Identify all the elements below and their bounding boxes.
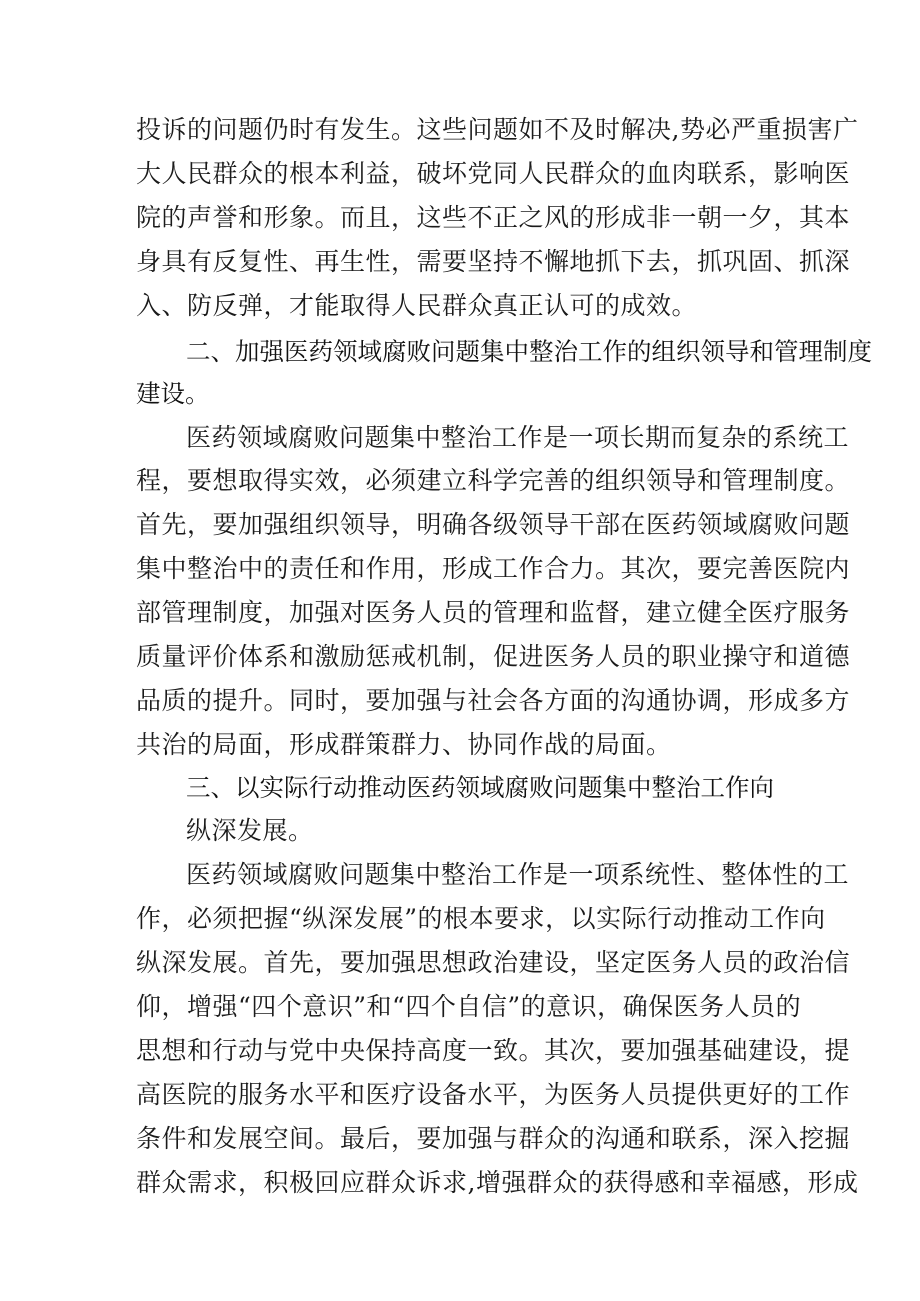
paragraph-line: 作，必须把握“纵深发展”的根本要求，以实际行动推动工作向 [136,904,826,933]
paragraph-line: 入、防反弹，才能取得人民群众真正认可的成效。 [136,291,698,320]
paragraph-line: 条件和发展空间。最后，要加强与群众的沟通和联系，深入挖掘 [136,1124,851,1153]
section-heading: 三、以实际行动推动医药领域腐败问题集中整治工作向 [186,773,774,802]
paragraph-line: 高医院的服务水平和医疗设备水平，为医务人员提供更好的工作 [136,1080,851,1109]
paragraph-line: 群众需求，积极回应群众诉求,增强群众的获得感和幸福感，形成 [136,1168,859,1197]
section-heading: 建设。 [136,379,210,408]
paragraph-line: 身具有反复性、再生性，需要坚持不懈地抓下去，抓巩固、抓深 [136,247,851,276]
paragraph-line: 质量评价体系和激励惩戒机制，促进医务人员的职业操守和道德 [136,642,851,671]
paragraph-line: 部管理制度，加强对医务人员的管理和监督，建立健全医疗服务 [136,598,851,627]
section-heading: 纵深发展。 [186,816,314,845]
paragraph-line: 医药领域腐败问题集中整治工作是一项长期而复杂的系统工 [186,423,850,452]
paragraph-line: 共治的局面，形成群策群力、协同作战的局面。 [136,730,672,759]
paragraph-line: 集中整治中的责任和作用，形成工作合力。其次，要完善医院内 [136,554,851,583]
paragraph-line: 程，要想取得实效，必须建立科学完善的组织领导和管理制度。 [136,466,851,495]
paragraph-line: 医药领域腐败问题集中整治工作是一项系统性、整体性的工 [186,860,850,889]
paragraph-line: 院的声誉和形象。而且，这些不正之风的形成非一朝一夕，其本 [136,203,851,232]
paragraph-line: 思想和行动与党中央保持高度一致。其次，要加强基础建设，提 [136,1036,851,1065]
paragraph-line: 纵深发展。首先，要加强思想政治建设，坚定医务人员的政治信 [136,948,851,977]
section-heading: 二、加强医药领域腐败问题集中整治工作的组织领导和管理制度 [186,337,872,366]
paragraph-line: 仰，增强“四个意识”和“四个自信”的意识，确保医务人员的 [136,992,802,1021]
paragraph-line: 投诉的问题仍时有发生。这些问题如不及时解决,势必严重损害广 [136,115,859,144]
paragraph-line: 品质的提升。同时，要加强与社会各方面的沟通协调，形成多方 [136,686,851,715]
paragraph-line: 首先，要加强组织领导，明确各级领导干部在医药领域腐败问题 [136,510,851,539]
paragraph-line: 大人民群众的根本利益，破坏党同人民群众的血肉联系，影响医 [136,159,851,188]
